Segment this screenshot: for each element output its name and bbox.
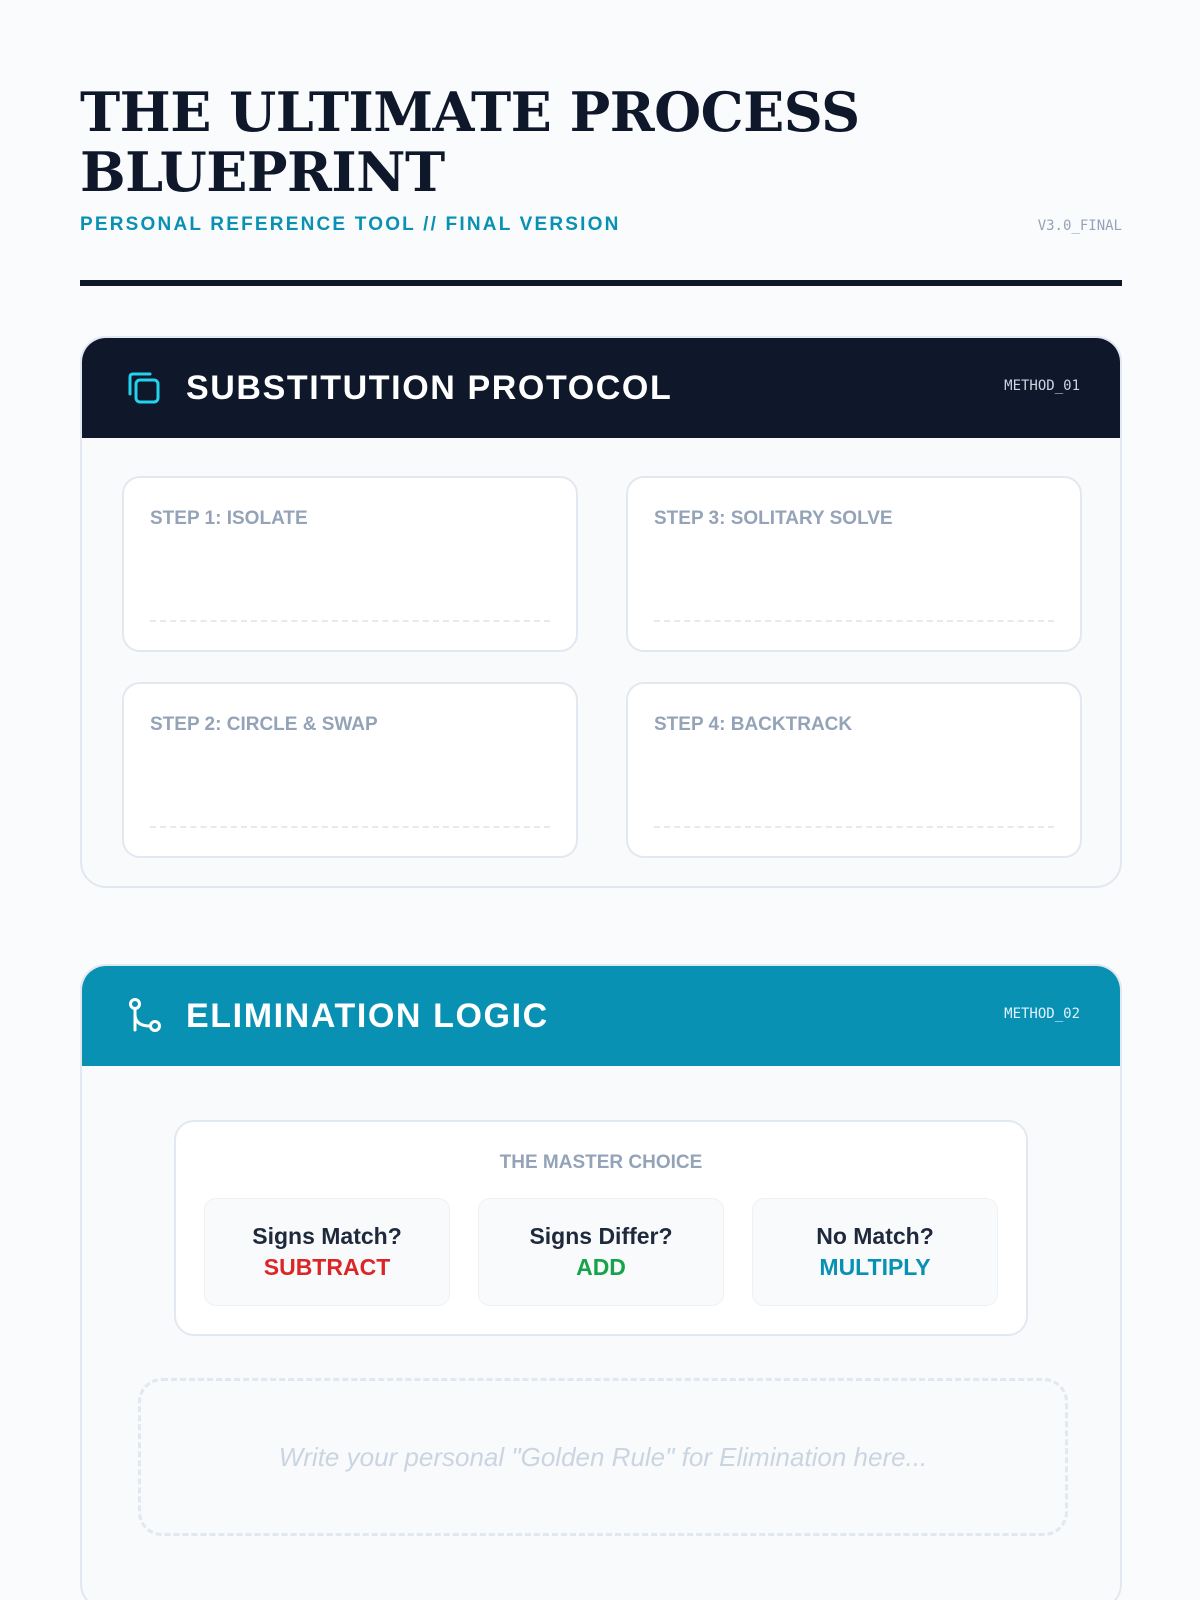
copy-icon xyxy=(124,368,164,408)
step-label: STEP 2: CIRCLE & SWAP xyxy=(150,714,378,735)
choice-answer: SUBTRACT xyxy=(263,1254,391,1280)
choice-answer: MULTIPLY xyxy=(819,1254,931,1280)
choice-no-match xyxy=(752,1198,998,1306)
master-choice-label: THE MASTER CHOICE xyxy=(499,1152,703,1173)
step-writing-line xyxy=(654,826,1054,828)
step-label: STEP 3: SOLITARY SOLVE xyxy=(654,508,893,529)
elimination-header xyxy=(82,966,1120,1066)
golden-rule-placeholder: Write your personal "Golden Rule" for Elimination here... xyxy=(278,1441,928,1472)
page-title: THE ULTIMATE PROCESS BLUEPRINT xyxy=(80,80,860,204)
choice-answer: ADD xyxy=(576,1254,626,1280)
step-card-backtrack[interactable] xyxy=(626,682,1082,858)
substitution-title: SUBSTITUTION PROTOCOL xyxy=(186,368,673,407)
blueprint-page xyxy=(80,0,1122,1600)
substitution-card xyxy=(80,336,1122,888)
golden-rule-input[interactable] xyxy=(138,1378,1068,1536)
page-subtitle: PERSONAL REFERENCE TOOL // FINAL VERSION xyxy=(80,214,621,235)
step-label: STEP 4: BACKTRACK xyxy=(654,714,853,735)
choice-question: No Match? xyxy=(816,1223,934,1249)
step-label: STEP 1: ISOLATE xyxy=(150,508,308,529)
git-branch-icon xyxy=(124,996,164,1036)
substitution-tag: METHOD_01 xyxy=(1004,378,1080,394)
step-writing-line xyxy=(150,620,550,622)
choice-question: Signs Differ? xyxy=(529,1223,673,1249)
step-card-solitary-solve[interactable] xyxy=(626,476,1082,652)
elimination-card xyxy=(80,964,1122,1600)
elimination-title: ELIMINATION LOGIC xyxy=(186,996,549,1035)
choice-question: Signs Match? xyxy=(252,1223,402,1249)
substitution-header xyxy=(82,338,1120,438)
step-card-circle-swap[interactable] xyxy=(122,682,578,858)
choice-signs-differ xyxy=(478,1198,724,1306)
elimination-tag: METHOD_02 xyxy=(1004,1006,1080,1022)
step-card-isolate[interactable] xyxy=(122,476,578,652)
header-divider xyxy=(80,280,1122,286)
master-choice-panel xyxy=(174,1120,1028,1336)
step-writing-line xyxy=(654,620,1054,622)
version-label: V3.0_FINAL xyxy=(1037,218,1122,234)
step-writing-line xyxy=(150,826,550,828)
choice-signs-match xyxy=(204,1198,450,1306)
